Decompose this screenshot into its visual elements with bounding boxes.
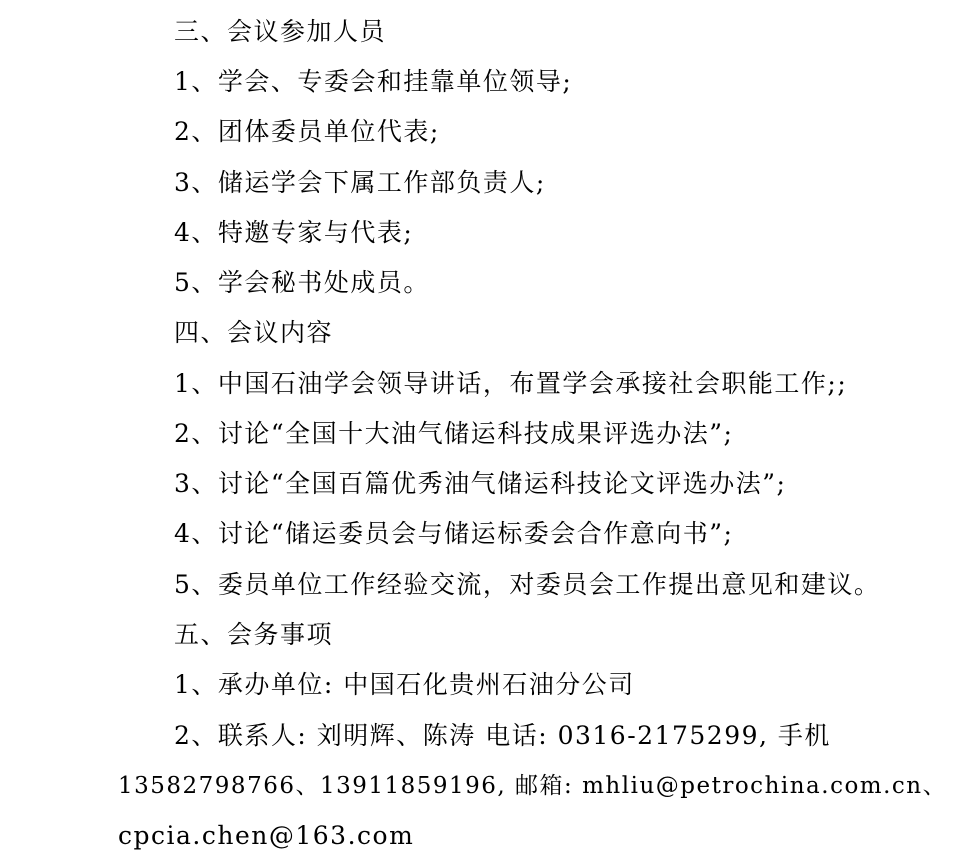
section-3-item-5: 5、学会秘书处成员。 [174,268,430,297]
section-3-item-2: 2、团体委员单位代表; [174,117,440,146]
section-3-heading: 三、会议参加人员 [174,17,387,46]
section-4-item-4: 4、讨论“储运委员会与储运标委会合作意向书”; [174,519,734,548]
section-5-item-1: 1、承办单位: 中国石化贵州石油分公司 [174,670,635,699]
section-4-heading: 四、会议内容 [174,318,334,347]
section-4-item-1: 1、中国石油学会领导讲话，布置学会承接社会职能工作;; [174,369,848,398]
section-5-heading: 五、会务事项 [174,620,334,649]
section-5-item-2-continuation-2: cpcia.chen@163.com [118,821,415,850]
section-5-item-2-continuation-1: 13582798766、13911859196, 邮箱: mhliu@petrochina.com.cn、 [118,773,948,799]
section-5-item-2: 2、联系人: 刘明辉、陈涛 电话: 0316-2175299, 手机 [174,721,831,750]
section-3-item-4: 4、特邀专家与代表; [174,218,414,247]
section-4-item-2: 2、讨论“全国十大油气储运科技成果评选办法”; [174,419,734,448]
section-3-item-3: 3、储运学会下属工作部负责人; [174,168,546,197]
section-3-item-1: 1、学会、专委会和挂靠单位领导; [174,67,573,96]
section-4-item-5: 5、委员单位工作经验交流，对委员会工作提出意见和建议。 [174,570,881,599]
section-4-item-3: 3、讨论“全国百篇优秀油气储运科技论文评选办法”; [174,469,787,498]
